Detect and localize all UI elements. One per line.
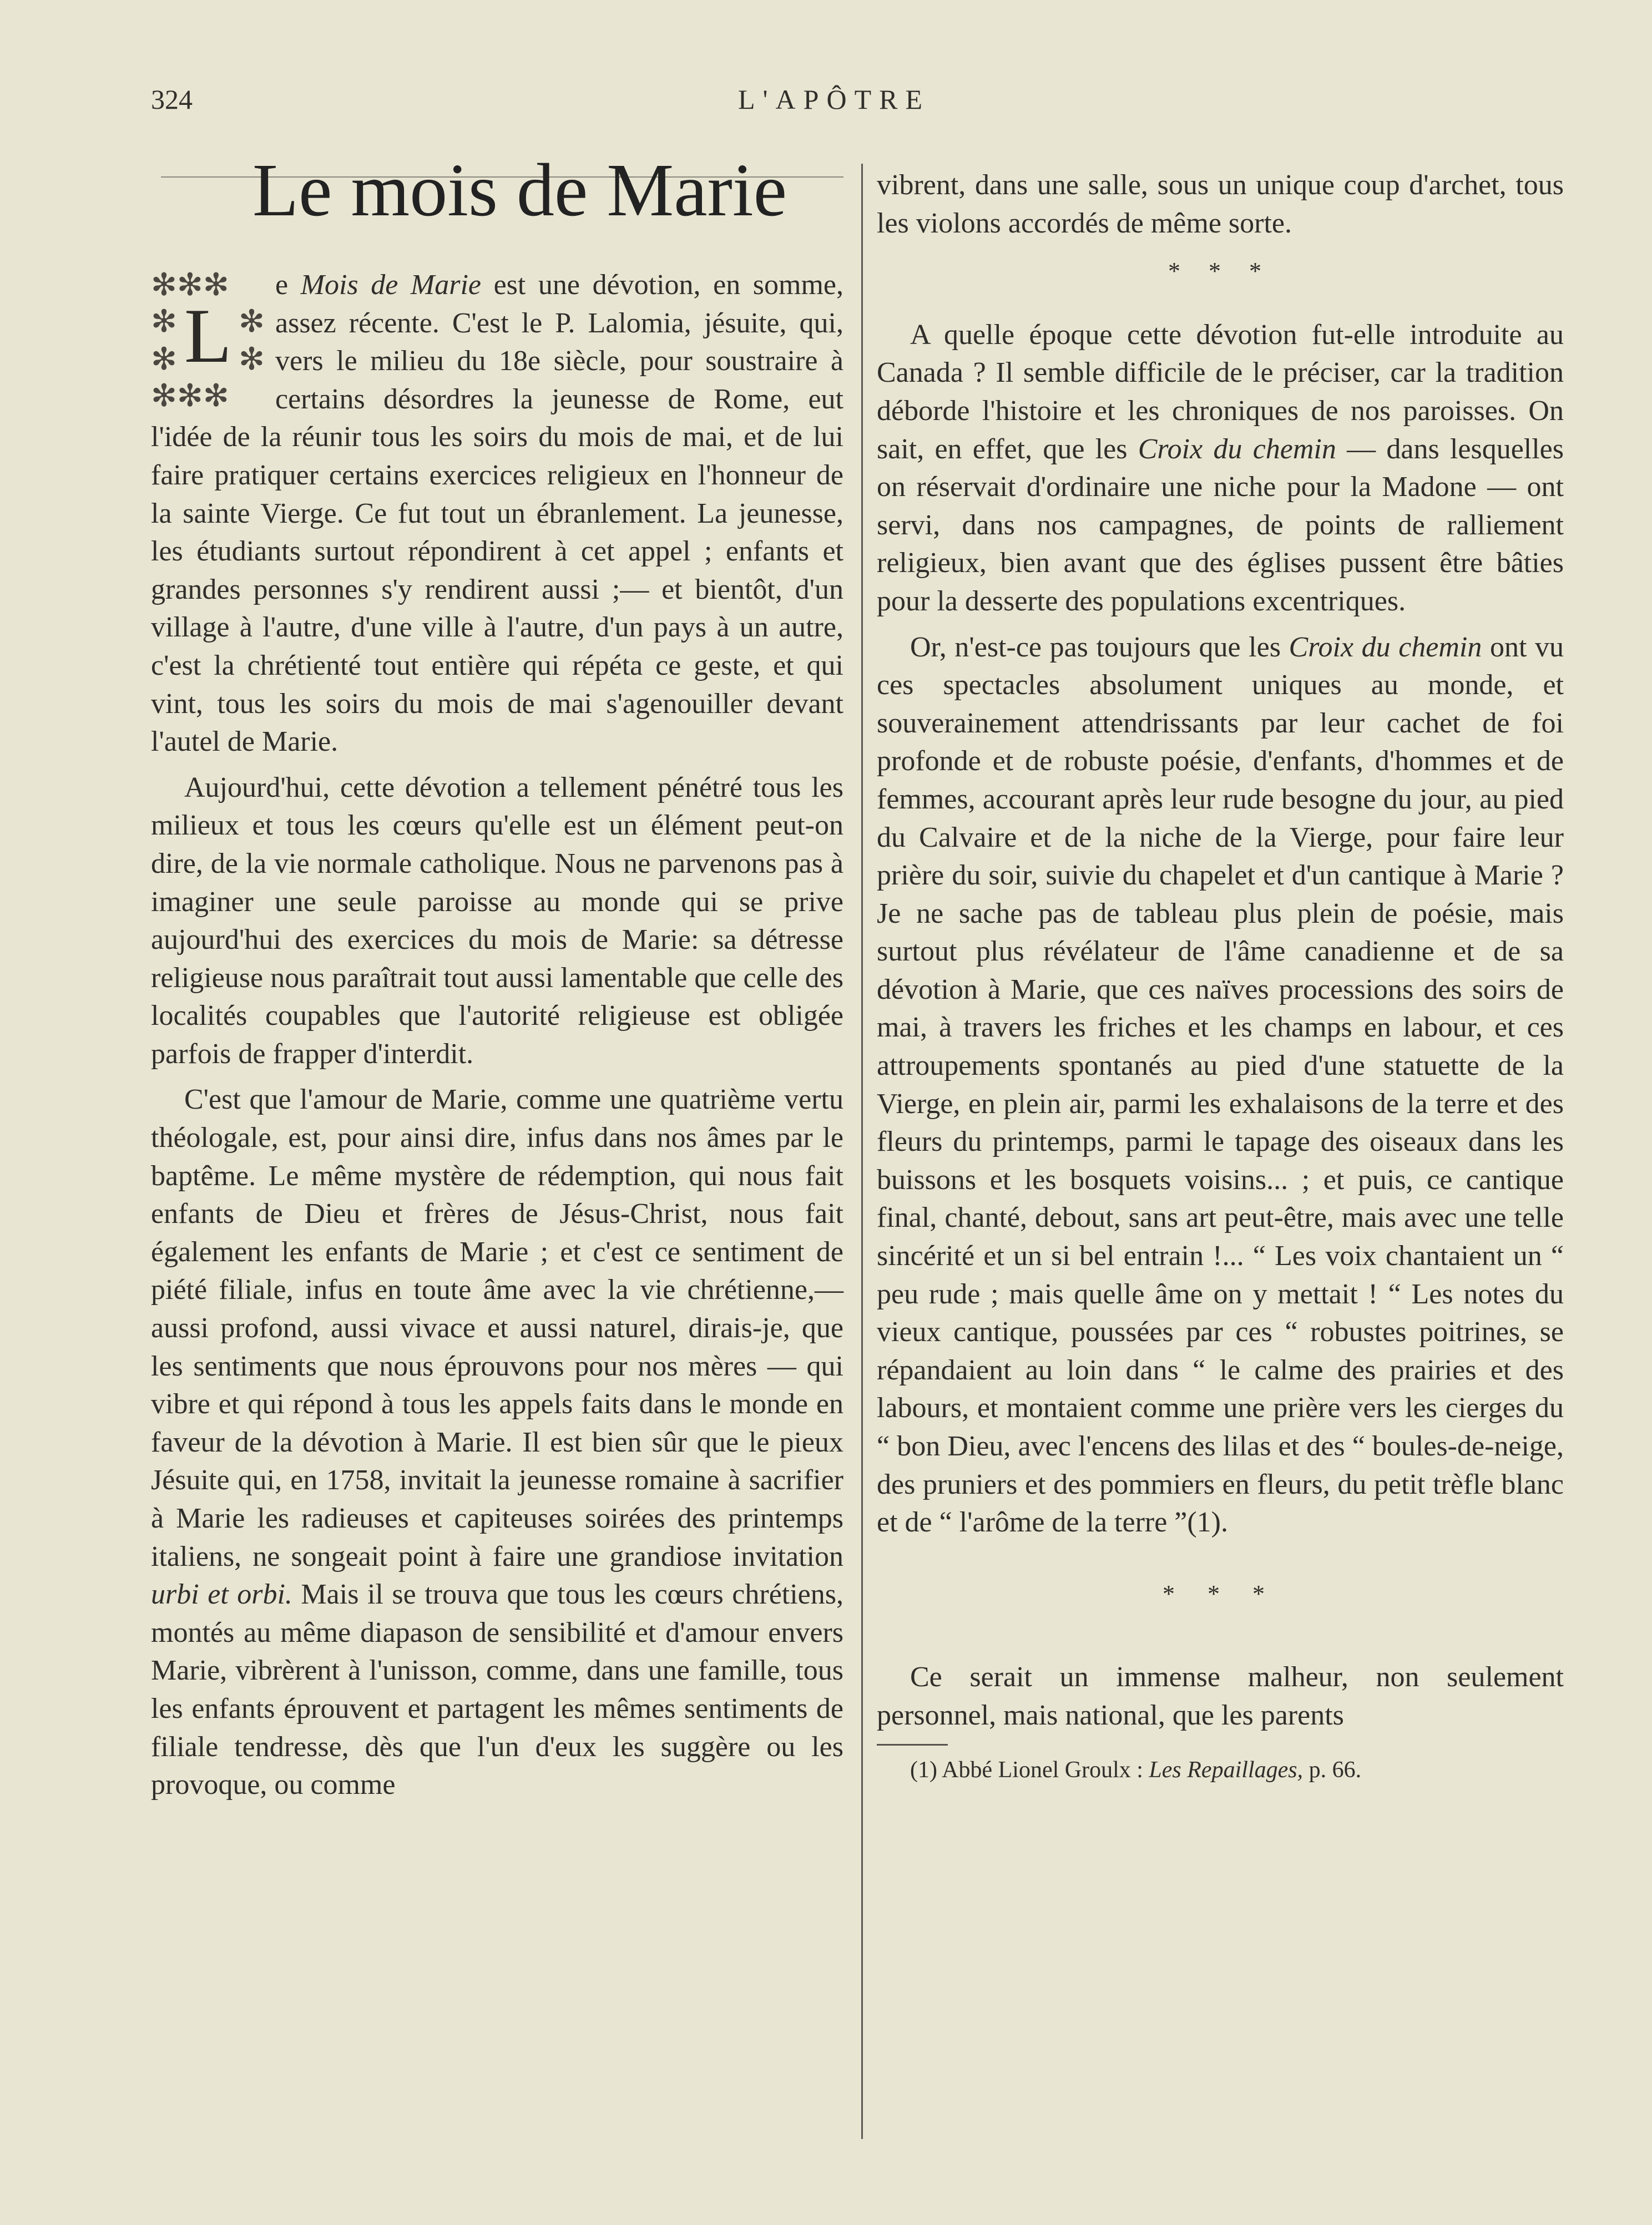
paragraph-5 bbox=[877, 316, 1564, 621]
flower-ornament-icon: ✻ bbox=[151, 305, 177, 339]
paragraph-2: Aujourd'hui, cette dévotion a tellement pénétré tous les milieux et tous les cœurs qu'elle est un élément peut-on dire, de la vie normale catholique. Nous ne parvenons pas à imaginer une seule paroisse au monde qui se prive aujourd'hui des exercices du mois de Marie: sa détresse religieuse nous paraîtrait tout aussi lamentable que celle des localités coupables que l'autorité religieuse est obligée parfois de frapper d'interdit. bbox=[151, 771, 843, 1070]
column-divider bbox=[861, 164, 863, 2139]
paragraph-6 bbox=[877, 629, 1564, 1542]
text-run: A quelle époque cette dévotion fut-elle introduite au Canada ? Il semble difficile de le préciser, car la tradition déborde l'histoire et les chroniques de nos paroisses. On sait, en effet, que les bbox=[877, 318, 1564, 465]
italic-run: Les Repaillages, bbox=[1149, 1757, 1304, 1783]
flower-ornament-icon: ✻✻✻ bbox=[151, 379, 229, 413]
section-separator: * * * bbox=[1163, 1580, 1278, 1607]
text-run: p. 66. bbox=[1303, 1757, 1362, 1783]
left-column bbox=[151, 266, 843, 1804]
italic-run: Croix du chemin bbox=[1289, 631, 1482, 663]
flower-ornament-icon: ✻ bbox=[239, 342, 265, 377]
paragraph-1 bbox=[151, 266, 843, 761]
flower-ornament-icon: ✻ bbox=[151, 342, 177, 377]
text-run: ont vu ces spectacles absolument uniques au monde, et souverainement attendrissants par leur cachet de foi profonde et de robuste poésie, d'enfants, d'hommes et de femmes, accourant après leur rude besogne du jour, au pied du Calvaire et de la niche de la Vierge, pour faire leur prière du soir, suivie du chapelet et d'un cantique à Marie ? Je ne sache pas de tableau plus plein de poésie, mais surtout plus révélateur de l'âme canadienne et de sa dévotion à Marie, que ces naïves processions des soirs de mai, à travers les friches et les champs en labour, et ces attroupements spontanés au pied d'une statuette de la Vierge, en plein air, parmi les exhalaisons de la terre et des fleurs du printemps, parmi le tapage des oiseaux dans les buissons et les bosquets voisins... ; et puis, ce cantique final, chanté, debout, sans art peut-être, mais avec une telle sincérité et un si bel entrain !... “ Les voix chantaient un “ peu rude ; mais quelle âme on y mettait ! “ Les notes du vieux cantique, poussées par ces “ robustes poitrines, se répandaient au loin dans “ le calme des prairies et des labours, et montaient comme une prière vers les cierges du “ bon Dieu, avec l'encens des lilas et des “ boules-de-neige, des pruniers et des pommiers en fleurs, du petit trèfle blanc et de “ l'arôme de la terre ”(1). bbox=[877, 631, 1564, 1539]
text-run: Or, n'est-ce pas toujours que les bbox=[910, 631, 1289, 663]
paragraph-7: Ce serait un immense malheur, non seulement personnel, mais national, que les parents bbox=[877, 1661, 1564, 1731]
page-number: 324 bbox=[151, 84, 193, 115]
text-run: est une dévotion, en somme, assez récente. C'est le P. Lalomia, jésuite, qui, vers le milieu du 18e siècle, pour soustraire à certains désordres la jeunesse de Rome, eut l'idée de la réunir tous les soirs du mois de mai, et de lui faire pratiquer certains exercices religieux en l'honneur de la sainte Vierge. Ce fut tout un ébranlement. La jeunesse, les étudiants surtout répondirent à cet appel ; enfants et grandes personnes s'y rendirent aussi ;— et bientôt, d'un village à l'autre, d'une ville à l'autre, d'un pays à un autre, c'est la chrétienté tout entière qui répéta ce geste, et qui vint, tous les soirs du mois de mai s'agenouiller devant l'autel de Marie. bbox=[151, 269, 843, 758]
paragraph-4: vibrent, dans une salle, sous un unique coup d'archet, tous les violons accordés de même sorte. bbox=[877, 169, 1564, 239]
footnote-rule bbox=[877, 1744, 948, 1746]
section-separator: * * * bbox=[1168, 257, 1272, 285]
text-run: — dans lesquelles on réservait d'ordinaire une niche pour la Madone — ont servi, dans nos campagnes, de points de ralliement religieux, bien avant que des églises pussent être bâties pour la desserte des populations excentriques. bbox=[877, 433, 1564, 617]
text-run: Mais il se trouva que tous les cœurs chrétiens, montés au même diapason de sensibilité et d'amour envers Marie, vibrèrent à l'unisson, comme, dans une famille, tous les enfants éprouvent et partagent les mêmes sentiments de filiale tendresse, dès que l'un d'eux les suggère ou les provoque, ou comme bbox=[151, 1579, 843, 1801]
text-run: (1) Abbé Lionel Groulx : bbox=[910, 1757, 1149, 1783]
italic-run: Mois de Marie bbox=[300, 269, 481, 301]
text-run: C'est que l'amour de Marie, comme une quatrième vertu théologale, est, pour ainsi dire, infus dans nos âmes par le baptême. Le même mystère de rédemption, qui nous fait enfants de Dieu et frères de Jésus-Christ, nous fait également les enfants de Marie ; et c'est ce sentiment de piété filiale, infus en toute âme avec la vie chrétienne,— aussi profond, aussi vivace et aussi naturel, dirais-je, que les sentiments que nous éprouvons pour nos mères — qui vibre et qui répond à tous les appels faits dans le monde en faveur de la dévotion à Marie. Il est bien sûr que le pieux Jésuite qui, en 1758, invitait la jeunesse romaine à sacrifier à Marie les radieuses et capiteuses soirées des printemps italiens, ne songeait point à faire une grandiose invitation bbox=[151, 1084, 843, 1572]
right-column bbox=[877, 166, 1564, 1784]
dropcap-letter: L bbox=[184, 293, 232, 379]
text-run: e bbox=[275, 269, 301, 301]
article-title: Le mois de Marie bbox=[252, 149, 787, 232]
flower-ornament-icon: ✻ bbox=[239, 305, 265, 339]
italic-run: urbi et orbi. bbox=[151, 1579, 292, 1611]
paragraph-3 bbox=[151, 1081, 843, 1804]
italic-run: Croix du chemin bbox=[1138, 433, 1336, 465]
running-header: L'APÔTRE bbox=[738, 84, 931, 115]
flower-ornament-icon: ✻✻✻ bbox=[151, 268, 229, 302]
ornamental-dropcap bbox=[151, 266, 272, 416]
footnote bbox=[877, 1756, 1564, 1784]
